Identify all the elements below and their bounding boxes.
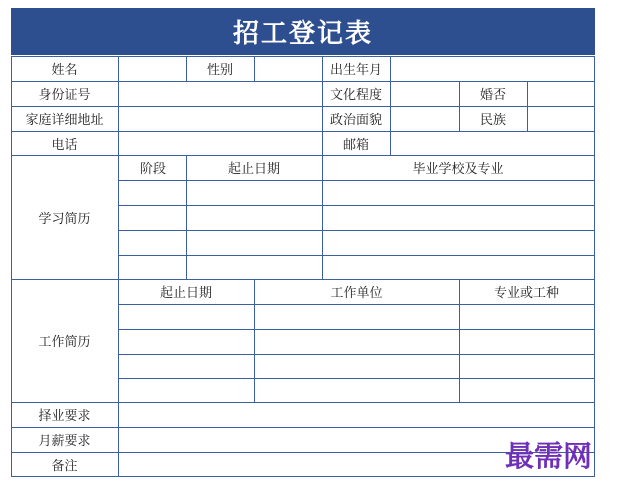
work-col-employer: 工作单位 [330,286,383,301]
gender-label: 性别 [206,63,233,78]
name-label: 姓名 [51,63,78,78]
remarks-label: 备注 [51,458,78,474]
site-watermark: 最需网 [505,438,593,473]
ethnicity-field[interactable] [527,106,594,131]
birth-label: 出生年月 [329,63,382,78]
job-preference-label: 择业要求 [38,409,91,424]
work-col-trade: 专业或工种 [493,286,559,301]
remarks-field[interactable] [118,452,498,476]
grid-line [118,230,595,231]
birth-field[interactable] [390,56,594,81]
grid-line [118,304,595,305]
study-col-stage: 阶段 [140,162,167,177]
address-field[interactable] [118,106,322,131]
job-preference-field[interactable] [118,402,594,427]
email-field[interactable] [390,131,594,155]
email-label: 邮箱 [342,137,369,153]
marital-label: 婚否 [479,88,506,103]
grid-line [594,56,595,477]
work-history-label: 工作简历 [38,335,91,350]
grid-line [118,378,595,379]
address-label: 家庭详细地址 [25,113,104,128]
phone-label: 电话 [51,137,78,153]
grid-line [11,476,595,477]
salary-field[interactable] [118,427,498,452]
grid-line [118,329,595,330]
education-field[interactable] [390,81,459,106]
gender-field[interactable] [254,56,322,81]
name-field[interactable] [118,56,186,81]
marital-field[interactable] [527,81,594,106]
grid-line [118,255,595,256]
study-history-label: 学习简历 [38,211,91,227]
grid-line [118,354,595,355]
study-col-dates: 起止日期 [227,162,280,177]
political-label: 政治面貌 [329,113,382,128]
id-label: 身份证号 [38,88,91,103]
id-field[interactable] [118,81,322,106]
education-label: 文化程度 [329,88,382,103]
political-field[interactable] [390,106,459,131]
work-col-dates: 起止日期 [159,286,212,301]
ethnicity-label: 民族 [479,113,506,128]
study-col-school: 毕业学校及专业 [412,162,504,177]
phone-field[interactable] [118,131,322,155]
salary-label: 月薪要求 [38,434,91,449]
grid-line [118,180,595,181]
grid-line [118,205,595,206]
form-title: 招工登记表 [11,8,595,55]
